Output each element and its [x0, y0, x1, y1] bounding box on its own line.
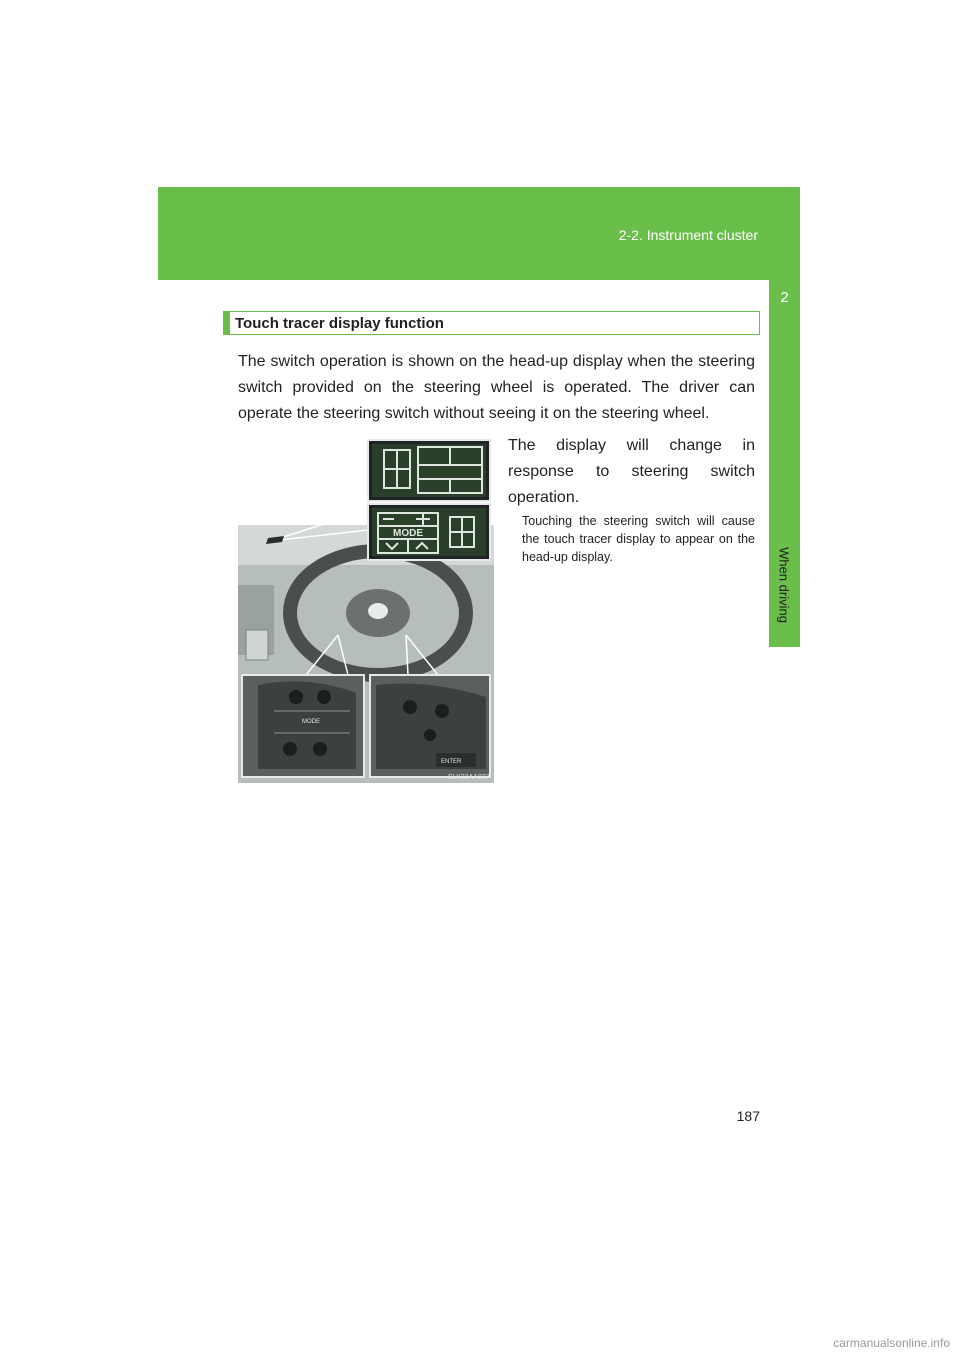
chapter-label-wrap	[774, 530, 794, 640]
figure-code: SLY22AA027	[448, 774, 490, 781]
switch-mode-text: MODE	[302, 719, 320, 725]
intro-paragraph: The switch operation is shown on the head-up display when the steering switch provided on the steering wheel is operated. The driver can operate the steering switch without seeing it on the steering wheel.	[238, 353, 755, 422]
illustration	[238, 435, 494, 783]
section-breadcrumb: 2-2. Instrument cluster	[618, 227, 758, 243]
section-heading	[223, 311, 760, 335]
chapter-number: 2	[780, 289, 789, 306]
dashboard-illustration	[238, 435, 494, 783]
section-title: Touch tracer display function	[235, 315, 444, 332]
chapter-title: When driving	[776, 547, 792, 623]
heading-accent-bar	[224, 312, 230, 334]
watermark: carmanualsonline.info	[833, 1336, 950, 1350]
switch-enter-text: ENTER	[441, 759, 462, 765]
hud-mode-text: MODE	[393, 528, 423, 539]
figure-note: Touching the steering switch will cause the touch tracer display to appear on the head-up display.	[522, 514, 755, 564]
page-number: 187	[736, 1108, 760, 1124]
figure-caption: The display will change in response to steering switch operation.	[508, 437, 755, 506]
header-band	[158, 187, 800, 280]
